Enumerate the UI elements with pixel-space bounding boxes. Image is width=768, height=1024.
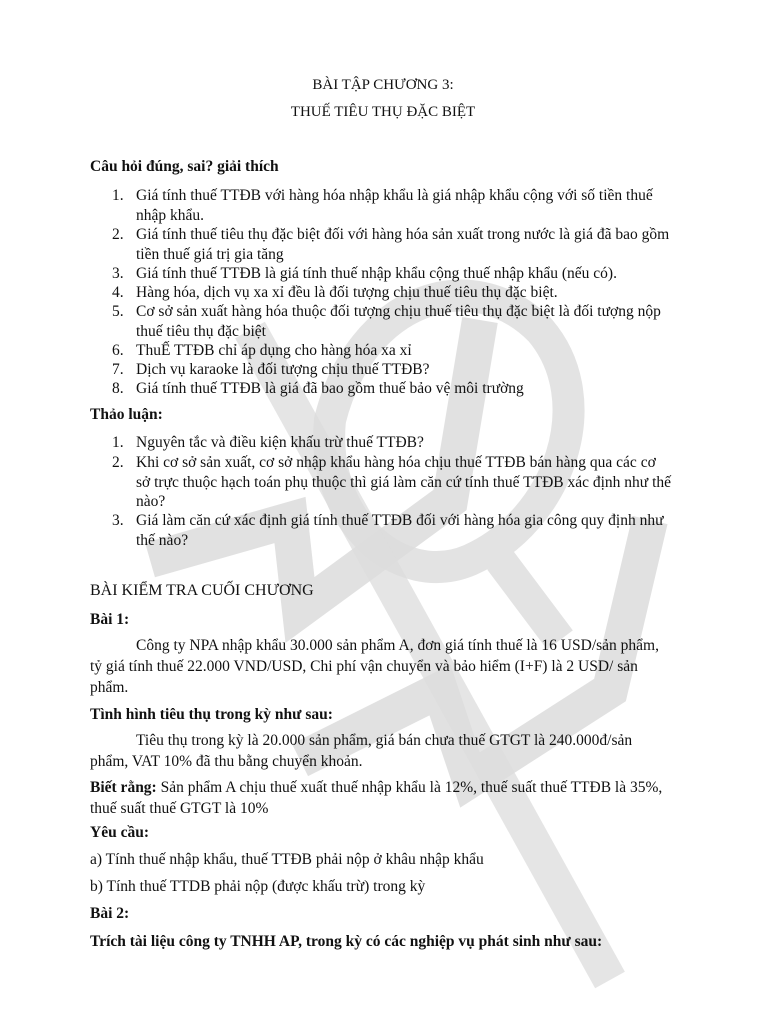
list-item-number: 6.	[112, 342, 124, 359]
chapter-subtitle: THUẾ TIÊU THỤ ĐẶC BIỆT	[290, 104, 476, 120]
list-item-number: 7.	[112, 361, 124, 378]
list-item-text: Dịch vụ karaoke là đối tượng chịu thuế TTĐB?	[136, 361, 430, 378]
list-item-number: 4.	[112, 284, 124, 301]
requirement-b: b) Tính thuế TTDB phải nộp (được khấu trừ) trong kỳ	[90, 878, 426, 895]
list-item-text: Giá tính thuế TTĐB là giá đã bao gồm thuế bảo vệ môi trường	[136, 380, 524, 397]
consumption-heading: Tình hình tiêu thụ trong kỳ như sau:	[90, 706, 333, 723]
truefalse-heading: Câu hỏi đúng, sai? giải thích	[90, 158, 279, 175]
list-item-text: Hàng hóa, dịch vụ xa xỉ đều là đối tượng chịu thuế tiêu thụ đặc biệt.	[136, 284, 558, 301]
list-item-text: Giá tính thuế tiêu thụ đặc biệt đối với hàng hóa sản xuất trong nước là giá đã bao gồm tiền thuế giá trị gia tăng	[136, 226, 670, 263]
list-item-number: 8.	[112, 380, 124, 397]
list-item-number: 2.	[112, 454, 124, 471]
list-item-number: 2.	[112, 226, 124, 243]
list-item-text: Khi cơ sở sản xuất, cơ sở nhập khẩu hàng hóa chịu thuế TTĐB bán hàng qua các cơ sở trực thuộc hạch toán phụ thuộc thì giá làm căn cứ tính thuế TTĐB xác định như thế nào?	[136, 454, 672, 510]
list-item-number: 1.	[112, 434, 124, 451]
list-item-number: 3.	[112, 512, 124, 529]
exercise-1-label: Bài 1:	[90, 611, 130, 628]
known-label: Biết rằng:	[90, 779, 157, 796]
list-item-number: 5.	[112, 303, 124, 320]
requirements-heading: Yêu cầu:	[90, 824, 149, 841]
list-item-text: Nguyên tắc và điều kiện khấu trừ thuế TTĐB?	[136, 434, 424, 451]
list-item-text: Giá tính thuế TTĐB là giá tính thuế nhập khẩu cộng thuế nhập khẩu (nếu có).	[136, 265, 617, 282]
exercise-2-intro: Trích tài liệu công ty TNHH AP, trong kỳ có các nghiệp vụ phát sinh như sau:	[90, 933, 603, 950]
test-heading: BÀI KIỂM TRA CUỐI CHƯƠNG	[90, 582, 314, 599]
list-item-number: 3.	[112, 265, 124, 282]
known-text: Sản phẩm A chịu thuế xuất thuế nhập khẩu là 12%, thuế suất thuế TTĐB là 35%, thuế suất thuế GTGT là 10%	[90, 779, 663, 817]
list-item-text: Giá tính thuế TTĐB với hàng hóa nhập khẩu là giá nhập khẩu cộng với số tiền thuế nhập khẩu.	[136, 187, 653, 224]
list-item-number: 1.	[112, 187, 124, 204]
exercise-2-label: Bài 2:	[90, 905, 130, 922]
known-paragraph	[90, 777, 668, 819]
discussion-heading: Thảo luận:	[90, 406, 163, 423]
chapter-title: BÀI TẬP CHƯƠNG 3:	[312, 77, 454, 93]
consumption-text: Tiêu thụ trong kỳ là 20.000 sản phẩm, giá bán chưa thuế GTGT là 240.000đ/sản phẩm, VAT 10% đã thu bằng chuyển khoản.	[90, 732, 633, 770]
list-item-text: Giá làm căn cứ xác định giá tính thuế TTĐB đối với hàng hóa gia công quy định như thế nào?	[136, 512, 664, 549]
exercise-1-intro: Công ty NPA nhập khẩu 30.000 sản phẩm A, đơn giá tính thuế là 16 USD/sản phẩm, tỷ giá tính thuế 22.000 VND/USD, Chi phí vận chuyển và bảo hiểm (I+F) là 2 USD/ sản phẩm.	[90, 637, 659, 696]
list-item-text: Cơ sở sản xuất hàng hóa thuộc đối tượng chịu thuế tiêu thụ đặc biệt là đối tượng nộp thuế tiêu thụ đặc biệt	[136, 303, 661, 340]
list-item-text: ThuẾ TTĐB chỉ áp dụng cho hàng hóa xa xỉ	[136, 342, 412, 359]
requirement-a: a) Tính thuế nhập khẩu, thuế TTĐB phải nộp ở khâu nhập khẩu	[90, 851, 484, 868]
